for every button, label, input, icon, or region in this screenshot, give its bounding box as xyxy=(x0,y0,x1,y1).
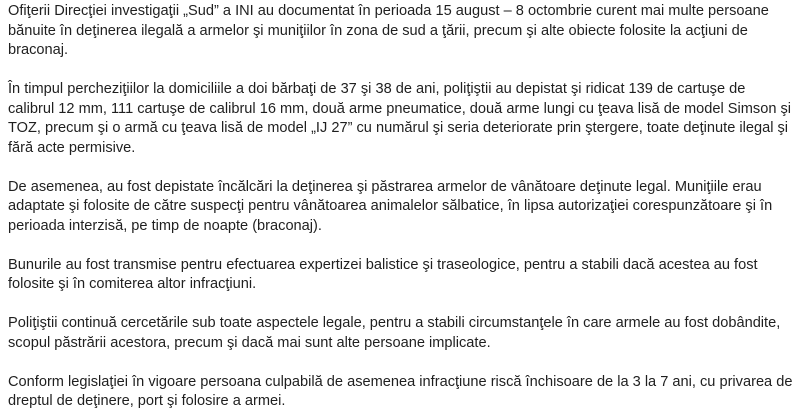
article-paragraph: De asemenea, au fost depistate încălcări la deţinerea şi păstrarea armelor de vânătoare deţinute legal. Muniţiile erau adaptate şi folosite de către suspecţi pentru vânătoarea animalelor sălbatice, în lipsa autorizaţiei corespunzătoare şi în perioada interzisă, pe timp de noapte (braconaj). xyxy=(8,178,773,234)
article-paragraph: Conform legislaţiei în vigoare persoana culpabilă de asemenea infracţiune riscă închisoare de la 3 la 7 ani, cu privarea de dreptul de deţinere, port şi folosire a armei. xyxy=(8,373,793,409)
article-paragraph: Bunurile au fost transmise pentru efectuarea expertizei balistice şi traseologice, pentru a stabili dacă acestea au fost folosite şi în comiterea altor infracţiuni. xyxy=(8,256,758,292)
article-paragraph: În timpul percheziţiilor la domiciliile a doi bărbaţi de 37 şi 38 de ani, poliţiştii au depistat şi ridicat 139 de cartuşe de calibrul 12 mm, 111 cartuşe de calibrul 16 mm, două arme pneumatice, două arme lungi cu ţeava lisă de model Simson şi TOZ, precum şi o armă cu ţeava lisă de model „IJ 27” cu numărul şi seria deteriorate prin ştergere, toate deţinute ilegal şi fără acte permisive. xyxy=(8,81,792,156)
article-paragraph: Poliţiştii continuă cercetările sub toate aspectele legale, pentru a stabili circumstanţele în care armele au fost dobândite, scopul păstrării acestora, precum şi dacă mai sunt alte persoane implicate. xyxy=(8,315,781,351)
article-body xyxy=(8,2,794,412)
article-paragraph: Ofiţerii Direcţiei investigaţii „Sud” a INI au documentat în perioada 15 august – 8 octombrie curent mai multe persoane bănuite în deţinerea ilegală a armelor şi muniţiilor în zona de sud a ţării, precum şi alte obiecte folosite la acţiuni de braconaj. xyxy=(8,3,769,58)
